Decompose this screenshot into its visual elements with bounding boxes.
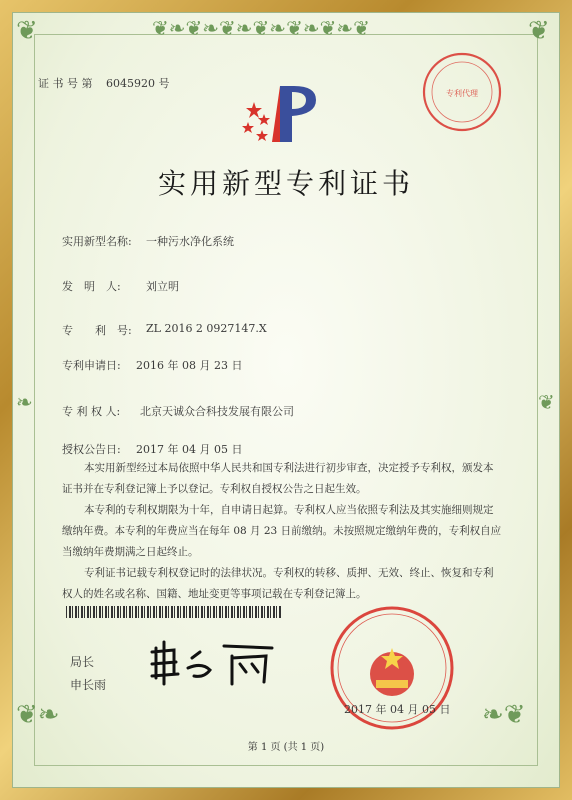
field-label-patent-number: 专 利 号: [62, 324, 132, 337]
barcode [66, 606, 282, 618]
director-name: 申长雨 [70, 678, 107, 692]
vine-ornament-bottom-left: ❦❧ [16, 700, 60, 730]
vine-ornament-bottom-right: ❧❦ [482, 700, 526, 730]
paragraph-grant: 本实用新型经过本局依照中华人民共和国专利法进行初步审查，决定授予专利权，颁发本证书并在专利登记簿上予以登记。专利权自授权公告之日起生效。 [62, 462, 494, 495]
paragraph-term: 本专利的专利权期限为十年，自申请日起算。专利权人应当依照专利法及其实施细则规定缴纳年费。本专利的年费应当在每年 08 月 23 日前缴纳。未按照规定缴纳年费的，专利权自应当缴纳年费期满之日起终止。 [62, 504, 502, 558]
field-value-inventor: 刘立明 [146, 280, 179, 293]
field-label-grant-date: 授权公告日: [62, 443, 121, 456]
field-value-patentee: 北京天诚众合科技发展有限公司 [140, 405, 294, 418]
field-label-name: 实用新型名称: [62, 235, 132, 248]
agency-stamp [420, 50, 504, 134]
patent-office-logo [232, 82, 328, 146]
vine-ornament-top: ❦❧❦❧❦❧❦❧❦❧❦❧❦ [152, 16, 370, 40]
vine-ornament-left: ❧ [16, 390, 33, 414]
field-value-patent-number: ZL 2016 2 0927147.X [146, 322, 267, 335]
certificate-number: 6045920 号 [106, 77, 170, 90]
certificate-number-label: 证 书 号 第 [38, 77, 93, 90]
page-footer: 第 1 页 (共 1 页) [247, 742, 325, 753]
field-label-patentee: 专 利 权 人: [62, 405, 121, 418]
field-value-application-date: 2016 年 08 月 23 日 [136, 359, 243, 372]
vine-ornament-right: ❦ [538, 390, 555, 414]
certificate-title: 实用新型专利证书 [157, 167, 414, 200]
paragraph-register: 专利证书记载专利权登记时的法律状况。专利权的转移、质押、无效、终止、恢复和专利权人的姓名或名称、国籍、地址变更等事项记载在专利登记簿上。 [62, 567, 494, 600]
vine-ornament-top-right: ❦ [528, 16, 550, 46]
field-label-application-date: 专利申请日: [62, 359, 121, 372]
svg-text:专利代理: 专利代理 [446, 89, 478, 98]
director-signature [148, 638, 278, 686]
field-label-inventor: 发 明 人: [62, 280, 121, 293]
director-title: 局长 [70, 655, 95, 669]
vine-ornament-top-left: ❦ [16, 16, 38, 46]
seal-date: 2017 年 04 月 05 日 [344, 703, 451, 716]
field-value-grant-date: 2017 年 04 月 05 日 [136, 443, 243, 456]
field-value-name: 一种污水净化系统 [146, 235, 234, 248]
